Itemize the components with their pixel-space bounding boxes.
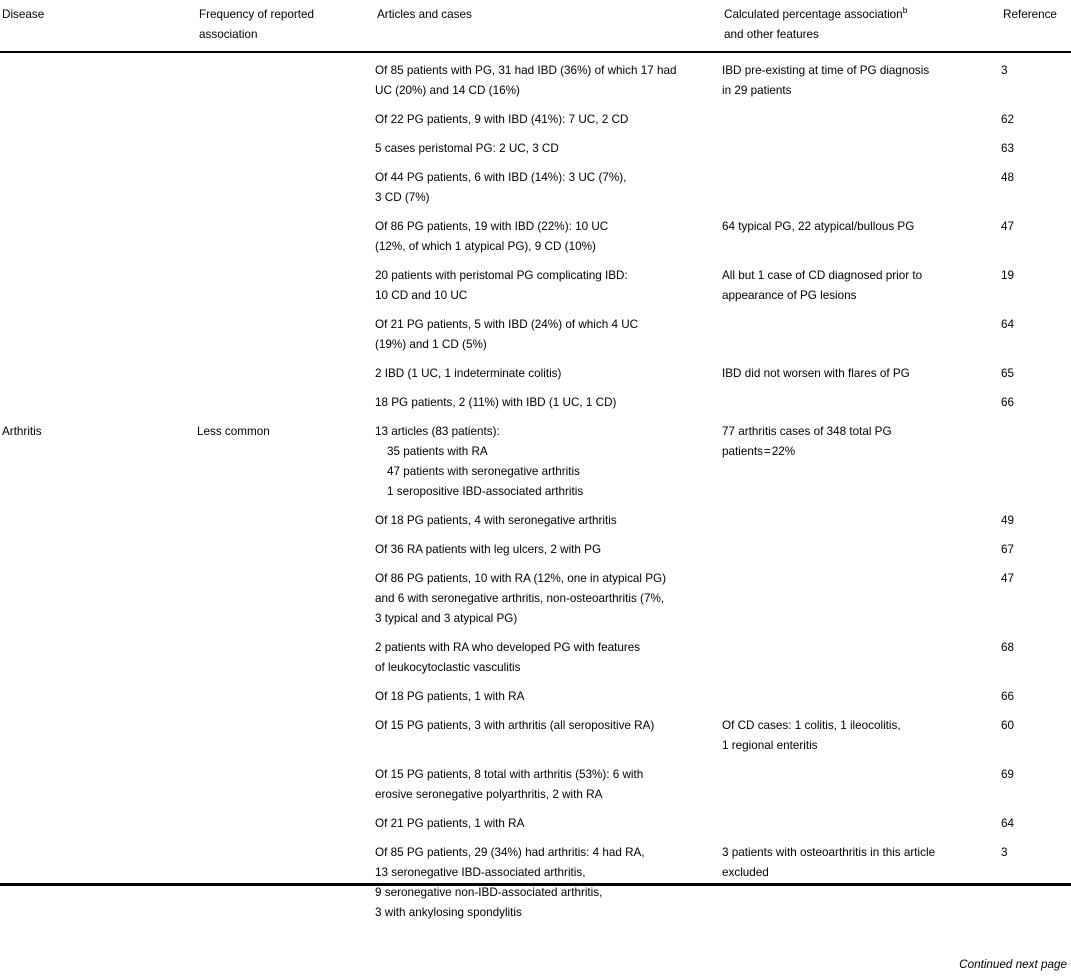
cell-articles-line: (19%) and 1 CD (5%) xyxy=(375,338,487,351)
cell-calculated xyxy=(722,756,1001,805)
cell-reference xyxy=(1001,208,1071,257)
table-row xyxy=(0,52,1071,101)
cell-frequency xyxy=(197,678,375,707)
cell-articles-line: of leukocytoclastic vasculitis xyxy=(375,661,521,674)
cell-articles-line: UC (20%) and 14 CD (16%) xyxy=(375,84,520,97)
cell-articles-line: Of 21 PG patients, 5 with IBD (24%) of which 4 UC xyxy=(375,318,639,331)
cell-calculated xyxy=(722,413,1001,502)
cell-reference xyxy=(1001,130,1071,159)
table-row xyxy=(0,130,1071,159)
cell-articles-line: 13 seronegative IBD-associated arthritis, xyxy=(375,866,586,879)
cell-articles-line: 47 patients with seronegative arthritis xyxy=(387,465,580,478)
table-footer-row xyxy=(0,955,1071,979)
table-bottom-rule xyxy=(0,883,1071,886)
cell-articles xyxy=(375,707,722,756)
table-row xyxy=(0,257,1071,306)
cell-articles xyxy=(375,531,722,560)
cell-articles xyxy=(375,306,722,355)
cell-frequency xyxy=(197,756,375,805)
cell-articles-line: Of 15 PG patients, 3 with arthritis (all seropositive RA) xyxy=(375,719,655,732)
cell-reference xyxy=(1001,531,1071,560)
cell-calculated-line: in 29 patients xyxy=(722,84,792,97)
cell-calculated-line: 77 arthritis cases of 348 total PG xyxy=(722,425,892,438)
cell-articles-line: 13 articles (83 patients): xyxy=(375,425,500,438)
cell-reference xyxy=(1001,629,1071,678)
cell-calculated-line: patients = 22% xyxy=(722,445,796,458)
cell-frequency-text: Less common xyxy=(197,425,270,438)
cell-articles-line: (12%, of which 1 atypical PG), 9 CD (10%) xyxy=(375,240,596,253)
cell-reference xyxy=(1001,355,1071,384)
cell-reference-text: 47 xyxy=(1001,220,1015,233)
cell-articles-line: 2 patients with RA who developed PG with features xyxy=(375,641,641,654)
cell-calculated-line: 3 patients with osteoarthritis in this article xyxy=(722,846,936,859)
cell-calculated xyxy=(722,306,1001,355)
cell-frequency xyxy=(197,257,375,306)
cell-calculated xyxy=(722,805,1001,834)
table-row xyxy=(0,502,1071,531)
cell-disease xyxy=(0,678,197,707)
cell-reference-text: 49 xyxy=(1001,514,1015,527)
cell-disease xyxy=(0,208,197,257)
cell-calculated-line: excluded xyxy=(722,866,769,879)
table-header xyxy=(0,0,1071,52)
cell-articles-line: Of 15 PG patients, 8 total with arthritis (53%): 6 with xyxy=(375,768,644,781)
column-header-reference xyxy=(1001,0,1071,52)
column-header-calculated xyxy=(722,0,1001,52)
table-row xyxy=(0,805,1071,834)
cell-articles-line: Of 86 PG patients, 10 with RA (12%, one in atypical PG) xyxy=(375,572,667,585)
table-row xyxy=(0,355,1071,384)
cell-disease xyxy=(0,52,197,101)
cell-articles-line: 1 seropositive IBD-associated arthritis xyxy=(387,485,584,498)
cell-calculated-line: 1 regional enteritis xyxy=(722,739,818,752)
cell-articles xyxy=(375,678,722,707)
cell-reference-text: 66 xyxy=(1001,690,1015,703)
cell-frequency xyxy=(197,384,375,413)
cell-calculated xyxy=(722,560,1001,629)
cell-articles-line: Of 18 PG patients, 1 with RA xyxy=(375,690,525,703)
cell-reference-text: 47 xyxy=(1001,572,1015,585)
column-header-disease-label: Disease xyxy=(2,8,45,21)
column-header-articles-label: Articles and cases xyxy=(377,8,472,21)
cell-reference xyxy=(1001,384,1071,413)
cell-reference xyxy=(1001,159,1071,208)
table-body xyxy=(0,52,1071,979)
column-header-disease xyxy=(0,0,197,52)
cell-frequency xyxy=(197,306,375,355)
cell-articles-line: 35 patients with RA xyxy=(387,445,488,458)
cell-frequency xyxy=(197,531,375,560)
cell-calculated-line: 64 typical PG, 22 atypical/bullous PG xyxy=(722,220,915,233)
cell-calculated xyxy=(722,707,1001,756)
cell-calculated xyxy=(722,208,1001,257)
cell-disease xyxy=(0,384,197,413)
cell-articles xyxy=(375,502,722,531)
cell-articles xyxy=(375,805,722,834)
table-spacer-cell xyxy=(0,923,1071,955)
cell-calculated xyxy=(722,629,1001,678)
cell-reference-text: 63 xyxy=(1001,142,1015,155)
cell-articles-line: Of 36 RA patients with leg ulcers, 2 with PG xyxy=(375,543,602,556)
cell-reference xyxy=(1001,707,1071,756)
cell-articles xyxy=(375,413,722,502)
cell-articles-line: 9 seronegative non-IBD-associated arthritis, xyxy=(375,886,603,899)
cell-reference-text: 48 xyxy=(1001,171,1015,184)
cell-articles-line: Of 22 PG patients, 9 with IBD (41%): 7 UC, 2 CD xyxy=(375,113,629,126)
table-row xyxy=(0,159,1071,208)
cell-articles-line: Of 44 PG patients, 6 with IBD (14%): 3 UC (7%), xyxy=(375,171,627,184)
cell-reference xyxy=(1001,413,1071,502)
cell-disease-text: Arthritis xyxy=(2,425,42,438)
cell-articles xyxy=(375,560,722,629)
cell-disease xyxy=(0,159,197,208)
cell-articles-line: erosive seronegative polyarthritis, 2 with RA xyxy=(375,788,603,801)
column-header-calculated-text: Calculated percentage association xyxy=(724,8,903,21)
cell-calculated xyxy=(722,130,1001,159)
cell-articles-line: 3 typical and 3 atypical PG) xyxy=(375,612,518,625)
cell-articles xyxy=(375,101,722,130)
cell-articles xyxy=(375,159,722,208)
cell-disease xyxy=(0,834,197,923)
table-row xyxy=(0,629,1071,678)
cell-calculated xyxy=(722,384,1001,413)
cell-articles xyxy=(375,52,722,101)
footnote-marker-b: b xyxy=(902,5,908,16)
cell-articles xyxy=(375,629,722,678)
cell-frequency xyxy=(197,130,375,159)
cell-calculated xyxy=(722,101,1001,130)
cell-reference-text: 67 xyxy=(1001,543,1015,556)
cell-articles-line: 20 patients with peristomal PG complicating IBD: xyxy=(375,269,628,282)
cell-articles-line: Of 18 PG patients, 4 with seronegative arthritis xyxy=(375,514,617,527)
cell-frequency xyxy=(197,208,375,257)
cell-reference xyxy=(1001,756,1071,805)
cell-calculated xyxy=(722,257,1001,306)
cell-disease xyxy=(0,560,197,629)
table-row xyxy=(0,413,1071,502)
cell-calculated-line: All but 1 case of CD diagnosed prior to xyxy=(722,269,923,282)
table-row xyxy=(0,678,1071,707)
cell-frequency xyxy=(197,560,375,629)
cell-disease xyxy=(0,130,197,159)
cell-articles-line: 2 IBD (1 UC, 1 indeterminate colitis) xyxy=(375,367,562,380)
column-header-frequency xyxy=(197,0,375,52)
cell-articles xyxy=(375,384,722,413)
cell-reference-text: 68 xyxy=(1001,641,1015,654)
cell-frequency xyxy=(197,629,375,678)
cell-frequency xyxy=(197,355,375,384)
cell-articles-line: and 6 with seronegative arthritis, non-osteoarthritis (7%, xyxy=(375,592,665,605)
cell-disease xyxy=(0,805,197,834)
cell-disease xyxy=(0,502,197,531)
cell-reference xyxy=(1001,52,1071,101)
cell-articles-line: 3 with ankylosing spondylitis xyxy=(375,906,522,919)
table-spacer-row xyxy=(0,923,1071,955)
column-header-calculated-label-line1 xyxy=(724,5,993,25)
cell-calculated-line: IBD did not worsen with flares of PG xyxy=(722,367,910,380)
cell-reference xyxy=(1001,560,1071,629)
header-row xyxy=(0,0,1071,52)
cell-reference xyxy=(1001,678,1071,707)
cell-articles-line: 3 CD (7%) xyxy=(375,191,430,204)
cell-disease xyxy=(0,413,197,502)
column-header-articles xyxy=(375,0,722,52)
cell-reference-text: 65 xyxy=(1001,367,1015,380)
cell-calculated xyxy=(722,355,1001,384)
cell-articles xyxy=(375,257,722,306)
cell-reference-text: 69 xyxy=(1001,768,1015,781)
table-row xyxy=(0,384,1071,413)
cell-reference-text: 3 xyxy=(1001,64,1008,77)
cell-articles xyxy=(375,130,722,159)
column-header-reference-label: Reference xyxy=(1003,8,1057,21)
cell-calculated-line: Of CD cases: 1 colitis, 1 ileocolitis, xyxy=(722,719,901,732)
table-row xyxy=(0,834,1071,923)
cell-reference xyxy=(1001,101,1071,130)
column-header-frequency-label-line2: association xyxy=(199,28,258,41)
cell-articles xyxy=(375,355,722,384)
table-row xyxy=(0,560,1071,629)
cell-frequency xyxy=(197,159,375,208)
table-row xyxy=(0,208,1071,257)
cell-frequency xyxy=(197,834,375,923)
continued-next-page-note: Continued next page xyxy=(959,958,1067,971)
cell-reference-text: 19 xyxy=(1001,269,1015,282)
cell-articles-line: Of 85 patients with PG, 31 had IBD (36%) of which 17 had xyxy=(375,64,677,77)
cell-reference-text: 64 xyxy=(1001,318,1015,331)
cell-disease xyxy=(0,101,197,130)
cell-reference xyxy=(1001,306,1071,355)
table-row xyxy=(0,531,1071,560)
cell-reference xyxy=(1001,834,1071,923)
cell-articles-line: 5 cases peristomal PG: 2 UC, 3 CD xyxy=(375,142,559,155)
cell-reference-text: 60 xyxy=(1001,719,1015,732)
cell-frequency xyxy=(197,52,375,101)
cell-calculated-line: IBD pre-existing at time of PG diagnosis xyxy=(722,64,930,77)
cell-calculated xyxy=(722,531,1001,560)
table-row xyxy=(0,101,1071,130)
cell-disease xyxy=(0,355,197,384)
cell-reference xyxy=(1001,805,1071,834)
table-row xyxy=(0,756,1071,805)
cell-reference-text: 66 xyxy=(1001,396,1015,409)
cell-reference-text: 64 xyxy=(1001,817,1015,830)
cell-articles-line: Of 85 PG patients, 29 (34%) had arthritis: 4 had RA, xyxy=(375,846,645,859)
cell-reference xyxy=(1001,502,1071,531)
cell-frequency xyxy=(197,101,375,130)
column-header-frequency-label-line1: Frequency of reported xyxy=(199,8,314,21)
cell-disease xyxy=(0,707,197,756)
cell-disease xyxy=(0,629,197,678)
cell-reference-text: 62 xyxy=(1001,113,1015,126)
cell-calculated xyxy=(722,678,1001,707)
cell-disease xyxy=(0,306,197,355)
cell-calculated-line: appearance of PG lesions xyxy=(722,289,857,302)
cell-articles-line: 18 PG patients, 2 (11%) with IBD (1 UC, 1 CD) xyxy=(375,396,617,409)
cell-disease xyxy=(0,257,197,306)
cell-articles-line: 10 CD and 10 UC xyxy=(375,289,468,302)
cell-reference xyxy=(1001,257,1071,306)
cell-disease xyxy=(0,756,197,805)
cell-frequency xyxy=(197,707,375,756)
column-header-calculated-label-line2: and other features xyxy=(724,28,819,41)
cell-disease xyxy=(0,531,197,560)
cell-reference-text: 3 xyxy=(1001,846,1008,859)
cell-frequency xyxy=(197,805,375,834)
cell-articles xyxy=(375,208,722,257)
table-row xyxy=(0,707,1071,756)
cell-frequency xyxy=(197,502,375,531)
cell-articles-line: Of 86 PG patients, 19 with IBD (22%): 10 UC xyxy=(375,220,609,233)
cell-calculated xyxy=(722,52,1001,101)
cell-calculated xyxy=(722,159,1001,208)
cell-calculated xyxy=(722,834,1001,923)
cell-articles-line: Of 21 PG patients, 1 with RA xyxy=(375,817,525,830)
table-row xyxy=(0,306,1071,355)
cell-articles xyxy=(375,756,722,805)
cell-calculated xyxy=(722,502,1001,531)
cell-articles xyxy=(375,834,722,923)
cell-frequency xyxy=(197,413,375,502)
